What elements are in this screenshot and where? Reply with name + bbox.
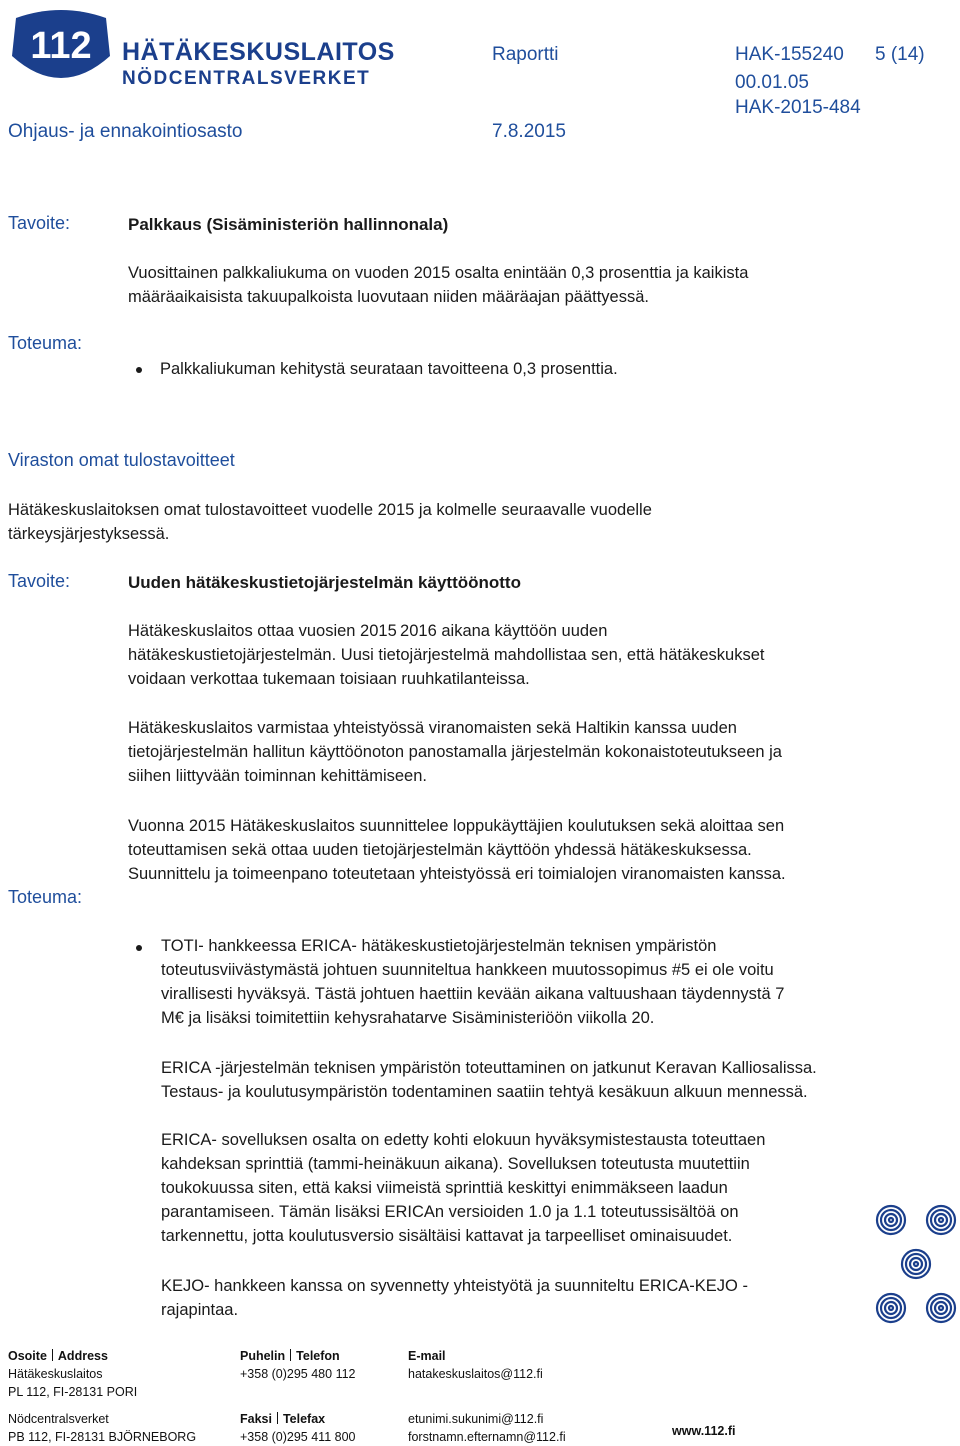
outcome-label-2: Toteuma: [8,887,83,907]
paragraph-2: Hätäkeskuslaitos varmistaa yhteistyössä viranomaisten sekä Haltikin kanssa uuden tietojärjestelmän hallitun käyttöönoton panostamalla järjestelmän kokonaistoteutukseen ja siihen liittyvään toiminnan kehittämiseen. [128,719,782,785]
svg-text:112: 112 [30,25,92,67]
outcome-paragraph-4: KEJO- hankkeen kanssa on syvennetty yhteistyötä ja suunniteltu ERICA-KEJO - rajapintaa. [161,1277,748,1319]
section-heading: Viraston omat tulostavoitteet [8,450,235,470]
goal-label: Tavoite: [8,213,71,233]
outcome-label: Toteuma: [8,333,83,353]
outcome-paragraph-2: ERICA -järjestelmän teknisen ympäristön toteuttaminen on jatkunut Keravan Kalliosalissa. Testaus- ja koulutusympäristön todentaminen saatiin tehtyä kesäkuun alkuun mennessä. [161,1059,817,1101]
department: Ohjaus- ja ennakointiosasto [8,121,243,142]
report-label: Raportti [492,44,559,65]
logo-line2: NÖDCENTRALSVERKET [122,68,371,89]
bullet-dot [136,367,142,373]
outcome-bullet: Palkkaliukuman kehitystä seurataan tavoitteena 0,3 prosenttia. [160,360,618,378]
goal-title-2: Uuden hätäkeskustietojärjestelmän käyttöönotto [128,573,521,592]
footer-phone: Puhelin Telefon +358 (0)295 480 112 Faksi Telefax +358 (0)295 411 800 [240,1349,356,1444]
paragraph-1: Hätäkeskuslaitos ottaa vuosien 2015 2016 aikana käyttöön uuden hätäkeskustietojärjestelmän. Uusi tietojärjestelmä mahdollistaa sen, että hätäkeskukset voidaan verkottaa tukemaan toisiaan ruuhkatilanteissa. [128,622,765,688]
paragraph-3: Vuonna 2015 Hätäkeskuslaitos suunnittelee loppukäyttäjien koulutuksen sekä aloittaa sen toteuttamisen sekä ottaa uuden tietojärjestelmän käyttöön yhdessä hätäkeskuksessa. Suunnittelu ja toimeenpano toteutetaan yhteistyössä eri toimialojen viranomaisten kanssa. [128,817,786,883]
logo-line1: HÄTÄKESKUSLAITOS [122,38,395,66]
footer-website-link[interactable]: www.112.fi [672,1424,736,1438]
doc-id: HAK-155240 [735,44,844,65]
reference-number: HAK-2015-484 [735,97,861,118]
outcome-paragraph-3: ERICA- sovelluksen osalta on edetty kohti elokuun hyväksymistestausta toteuttaen kahdeksan sprinttiä (tammi-heinäkuun aikana). Sovelluksen toteutusta muutettiin toukokuussa siten, että kaksi viimeistä sprinttiä keskittyi enimmäkseen laadun parantamiseen. Tämän lisäksi ERICAn versioiden 1.0 ja 1.1 toteutussisältöä on tarkennettu, jotta koulutusversio sisältäisi kattavat ja tarpeelliset ominaisuudet. [161,1131,766,1245]
logo-112-emblem [6,8,116,86]
page-number: 5 (14) [875,44,925,65]
logo [6,8,395,90]
goal-label-2: Tavoite: [8,571,71,591]
outcome-bullet-1: TOTI- hankkeessa ERICA- hätäkeskustietojärjestelmän teknisen ympäristön toteutusviivästymästä johtuen suunniteltua hankkeen muutossopimus #5 ei ole voitu virallisesti hyväksyä. Tästä johtuen haettiin kevään aikana valtuushaan täydennystä 7 M€ ja lisäksi toimitettiin kehysrahatarve Sisäministeriöön viikolla 20. [161,937,785,1027]
goal-title: Palkkaus (Sisäministeriön hallinnonala) [128,215,449,234]
section-intro: Hätäkeskuslaitoksen omat tulostavoitteet vuodelle 2015 ja kolmelle seuraavalle vuodelle tärkeysjärjestyksessä. [8,501,652,543]
decorative-circles-icon [872,1200,960,1340]
bullet-dot [136,945,142,951]
footer-address: Osoite Address Hätäkeskuslaitos PL 112, FI-28131 PORI Nödcentralsverket PB 112, FI-28131 BJÖRNEBORG [8,1349,197,1444]
archive-code: 00.01.05 [735,72,809,93]
date: 7.8.2015 [492,121,566,142]
footer-email: E-mail hatakeskuslaitos@112.fi etunimi.sukunimi@112.fi forstnamn.efternamn@112.fi [408,1349,566,1444]
goal-text: Vuosittainen palkkaliukuma on vuoden 2015 osalta enintään 0,3 prosenttia ja kaikista määräaikaisista takuupalkoista luovutaan niiden määräajan päättyessä. [128,264,749,306]
